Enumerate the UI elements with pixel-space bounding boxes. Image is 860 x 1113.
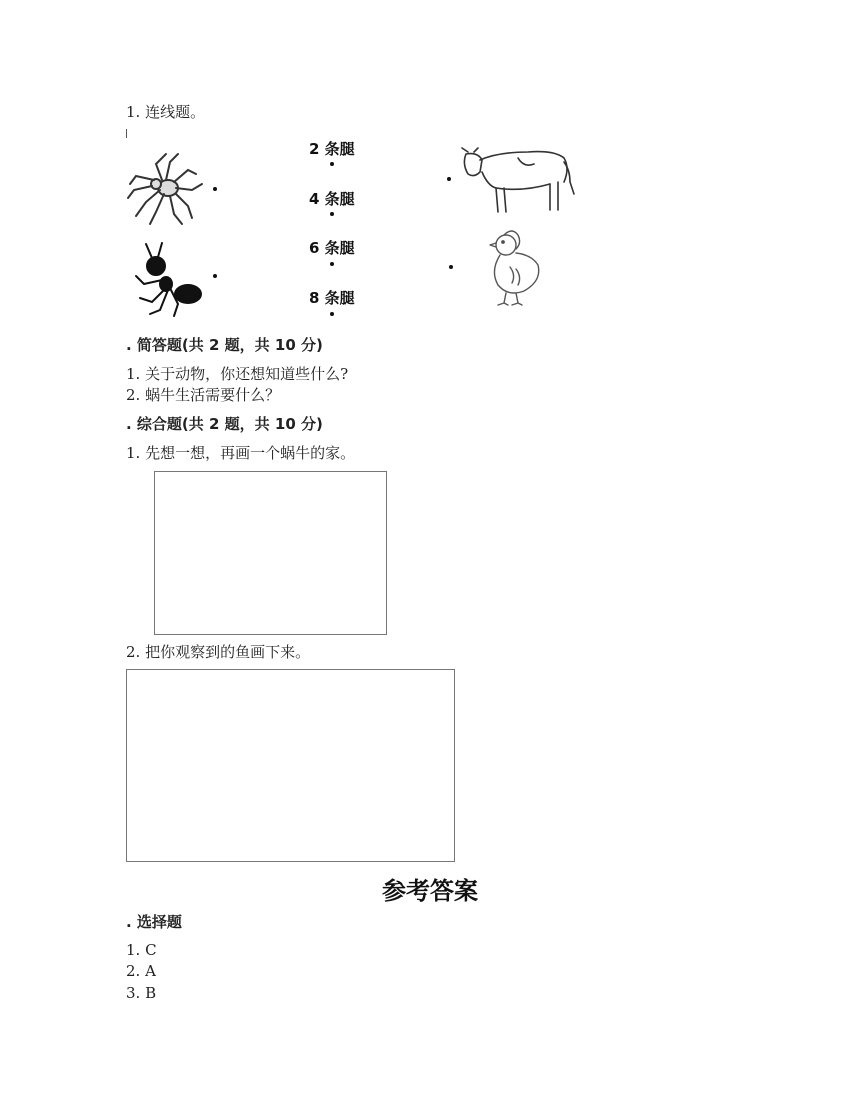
legs-4-dot[interactable] (330, 212, 334, 216)
cow-dot[interactable] (447, 177, 451, 181)
comprehensive-header: . 综合题(共 2 题，共 10 分) (126, 415, 323, 433)
spider-dot[interactable] (213, 187, 217, 191)
short-answer-q1: 1. 关于动物，你还想知道些什么? (126, 365, 349, 383)
cow-image (458, 138, 576, 216)
legs-label-6: 6 条腿 (309, 239, 355, 257)
answers-title: 参考答案 (382, 877, 478, 905)
short-answer-header: . 简答题(共 2 题，共 10 分) (126, 336, 323, 354)
legs-6-dot[interactable] (330, 262, 334, 266)
legs-label-4: 4 条腿 (309, 190, 355, 208)
snail-home-drawing-box[interactable] (154, 471, 387, 635)
legs-8-dot[interactable] (330, 312, 334, 316)
ant-image (130, 240, 208, 318)
spider-image (126, 150, 210, 230)
answer-item-2: 2. A (126, 962, 156, 980)
question-matching: 1. 连线题。 (126, 103, 206, 121)
ant-dot[interactable] (213, 274, 217, 278)
answer-item-3: 3. B (126, 984, 157, 1002)
answer-item-1: 1. C (126, 941, 157, 959)
chick-image (486, 227, 546, 307)
margin-mark (126, 129, 127, 138)
legs-label-8: 8 条腿 (309, 289, 355, 307)
chick-dot[interactable] (449, 265, 453, 269)
fish-drawing-box[interactable] (126, 669, 455, 862)
comprehensive-q2: 2. 把你观察到的鱼画下来。 (126, 643, 311, 661)
comprehensive-q1: 1. 先想一想，再画一个蜗牛的家。 (126, 444, 356, 462)
short-answer-q2: 2. 蜗牛生活需要什么？ (126, 386, 281, 404)
answers-section-header: . 选择题 (126, 913, 182, 931)
legs-2-dot[interactable] (330, 162, 334, 166)
legs-label-2: 2 条腿 (309, 140, 355, 158)
